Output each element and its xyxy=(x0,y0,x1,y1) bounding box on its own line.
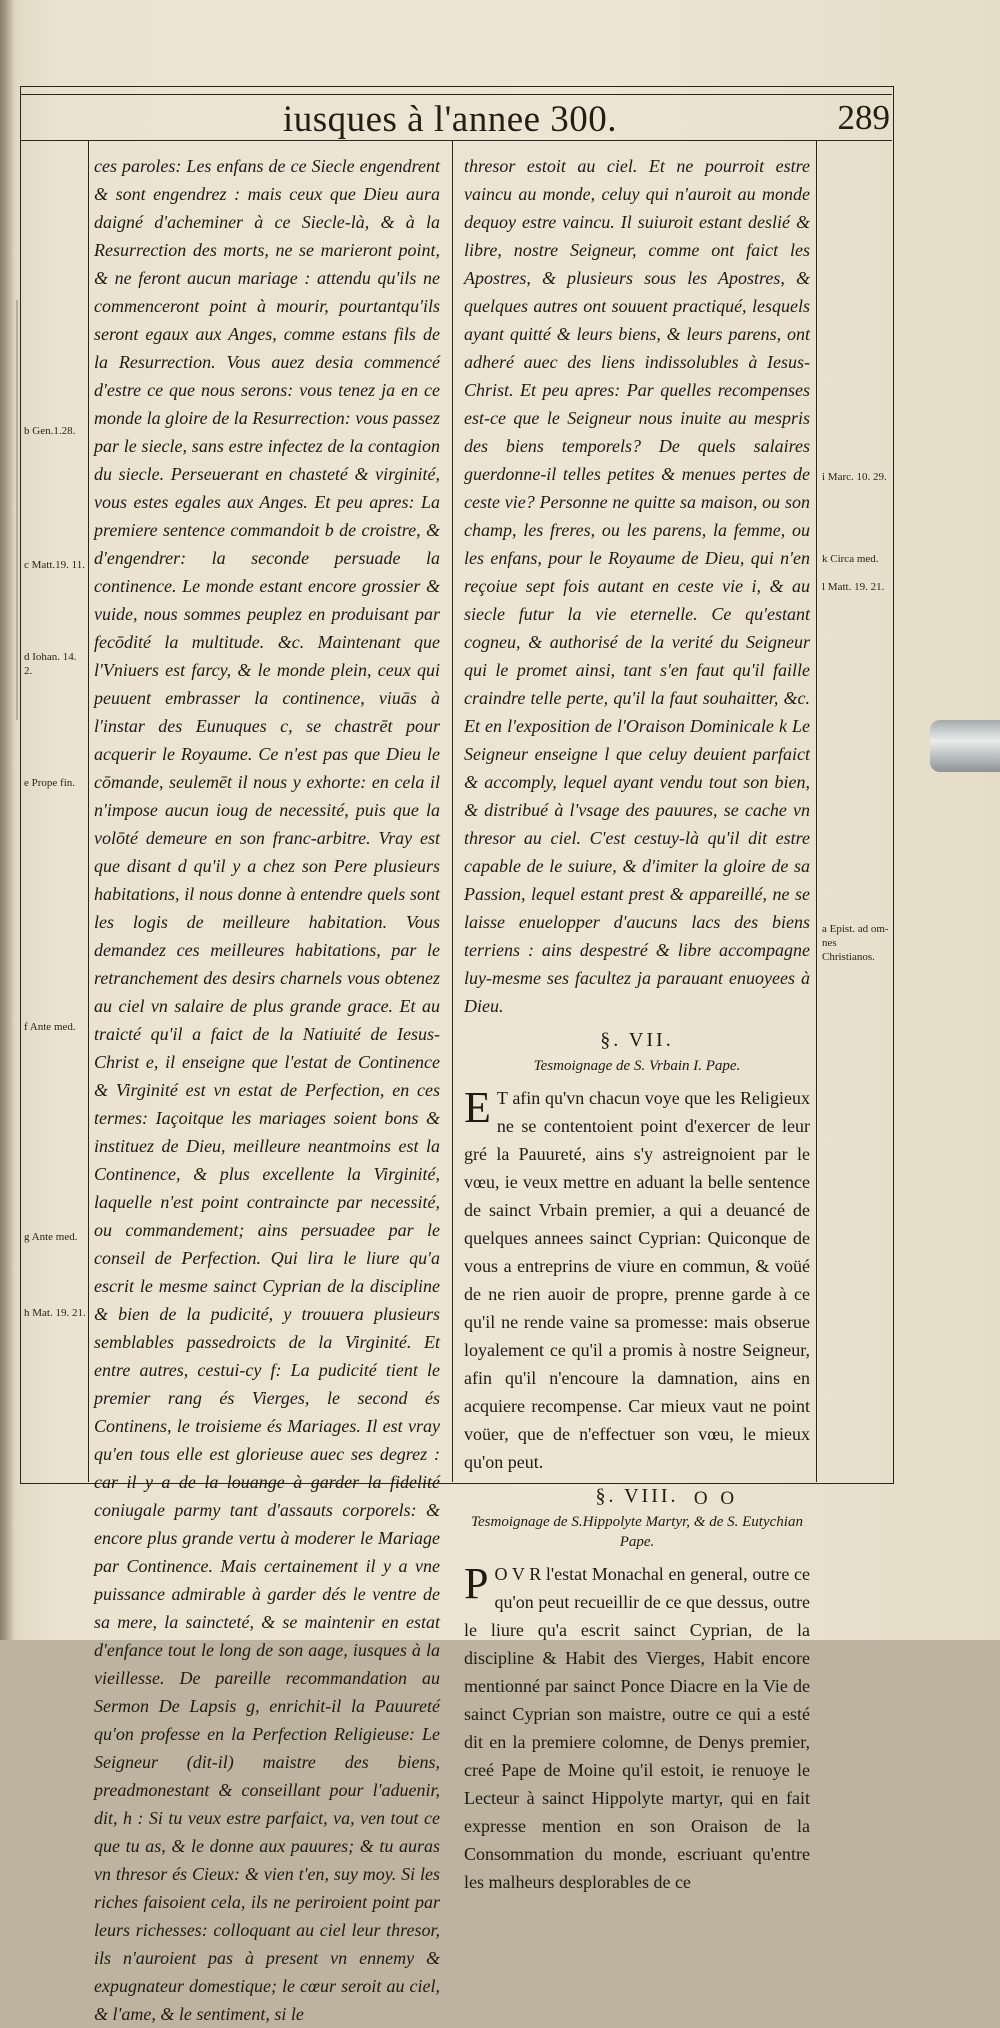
section-7-paragraph xyxy=(464,1084,810,1476)
running-head: iusques à l'annee 300. xyxy=(282,99,618,140)
margin-stain xyxy=(16,300,18,720)
margin-note-ante-med-f: f Ante med. xyxy=(24,1021,76,1033)
center-column-rule xyxy=(452,141,453,1482)
section-7-title: §. VII. xyxy=(600,1029,674,1051)
margin-note-epist: a Epist. ad om- nes Christianos. xyxy=(822,923,889,963)
margin-note-gen: b Gen.1.28. xyxy=(24,425,76,437)
dropcap-e: E xyxy=(464,1083,491,1132)
page-number: 289 xyxy=(837,98,890,137)
margin-note-iohan: d Iohan. 14. 2. xyxy=(24,651,77,677)
right-text-column xyxy=(464,152,810,1896)
section-8-title: §. VIII. xyxy=(595,1485,679,1507)
left-column-text: ces paroles: Les enfans de ce Siecle engendrent & sont engendrez : mais ceux que Dieu aura daigné d'acheminer à ce Siecle-là, & à la Resurrection des morts, ne se marieront point, & ne feront aucun mariage : attendu qu'ils ne commenceront point à mourir, pourtantqu'ils seront egaux aux Anges, comme estans fils de la Resurrection. Vous auez desia commencé d'estre ce que nous serons: vous tenez ja en ce monde la gloire de la Resurrection: vous passez par le siecle, sans estre infectez de la contagion du siecle. Perseuerant en chasteté & virginité, vous estes egales aux Anges. Et peu apres: La premiere sentence commandoit b de croistre, & d'engendrer: la seconde persuade la continence. Le monde estant encore grossier & vuide, nous sommes peuplez en produisant par fecōdité la multitude. &c. Maintenant que l'Vniuers est farcy, & le monde plein, ceux qui peuuent embrasser la continence, viuās à l'instar des Eunuques c, se chastrēt pour acquerir le Royaume. Ce n'est pas que Dieu le cōmande, seulemēt il nous y exhorte: en cela il n'impose aucun ioug de necessité, puis que la volōté demeure en son franc-arbitre. Vray est que disant d qu'il y a chez son Pere plusieurs habitations, il nous donne à entendre quels sont les logis de meilleure habitation. Vous demandez ces meilleures habitations, par le retranchement des desirs charnels vous obtenez au ciel vn salaire de plus grande grace. Et au traicté qu'il a faict de la Natiuité de Iesus-Christ e, il enseigne que l'estat de Continence & Virginité est vn estat de Perfection, en ces termes: Iaçoitque les mariages soient bons & instituez de Dieu, meilleure neantmoins est la Continence, & plus excellente la Virginité, laquelle n'est point contraincte par necessité, ou commandement; ains persuadee par le conseil de Perfection. Qui lira le liure qu'a escrit le mesme sainct Cyprian de la discipline & bien de la pudicité, y trouuera plusieurs semblables passedroicts de la Virginité. Et entre autres, cestui-cy f: La pudicité tient le premier rang és Vierges, le second és Continens, le troisieme és Mariages. Il est vray qu'en tous elle est glorieuse auec ses degrez : car il y a de la louange à garder la fidelité coniugale parmy tant d'assauts corporels: & encore plus grande vertu à moderer le Mariage par Continence. Mais certainement il y a vne puissance admirable à garder dés le ventre de sa mere, la saincteté, & se maintenir en estat d'enfance tout le long de son aage, iusques à la vieillesse. De pareille recommandation au Sermon De Lapsis g, enrichit-il la Pauureté qu'on professe en la Perfection Religieuse: Le Seigneur (dit-il) maistre des biens, preadmonestant & conseillant pour l'aduenir, dit, h : Si tu veux estre parfaict, va, ven tout ce que tu as, & le donne aux pauures; & tu auras vn thresor és Cieux: & vien t'en, suy moy. Si les riches faisoient cela, ils ne periroient point par leurs richesses: colloquant au ciel leur thresor, ils n'auroient pas à present vn ennemy & expugnateur domestique; le cœur seroit au ciel, & l'ame, & le sentiment, si le xyxy=(94,156,440,2024)
margin-note-prope-fin: e Prope fin. xyxy=(24,777,76,789)
left-text-column xyxy=(94,152,440,2028)
margin-note-matt19: c Matt.19. 11. xyxy=(24,559,85,571)
dropcap-p: P xyxy=(464,1559,489,1608)
margin-note-circa-med: k Circa med. xyxy=(822,553,879,565)
section-8-subtitle: Tesmoignage de S.Hippolyte Martyr, & de S. Eutychian Pape. xyxy=(471,1514,803,1550)
header-rule-top xyxy=(20,94,892,95)
signature-mark: O O xyxy=(693,1488,739,1509)
left-margin-rule xyxy=(88,141,89,1482)
margin-note-marc10: i Marc. 10. 29. xyxy=(822,471,887,483)
section-7-subtitle: Tesmoignage de S. Vrbain I. Pape. xyxy=(533,1058,741,1074)
margin-note-mat19: h Mat. 19. 21. xyxy=(24,1307,86,1319)
section-8-text: O V R l'estat Monachal en general, outre ce qu'on peut recueillir de ce que dessus, outre le liure qu'a escrit sainct Cyprian, de la discipline & Habit des Vierges, Habit encore mentionné par sainct Ponce Diacre en la Vie de sainct Cyprian son maistre, outre ce qui a esté dit en la premiere colomne, de Denys premier, creé Pape de Moine qu'il estoit, ie renuoye le Lecteur à sainct Hippolyte martyr, qui en fait expresse mention en son Oraison de la Consommation du monde, escriuant qu'entre les malheurs desplorables de ce xyxy=(464,1564,810,1892)
margin-note-ante-med-g: g Ante med. xyxy=(24,1231,78,1243)
binding-shadow xyxy=(0,0,14,1640)
right-para-1: thresor estoit au ciel. Et ne pourroit estre vaincu au monde, celuy qui n'auroit au monde dequoy estre vaincu. Il suiuroit estant deslié & libre, nostre Seigneur, comme ont faict les Apostres, & plusieurs sous les Apostres, & quelques autres ont souuent practiqué, lesquels ayant quitté & leurs biens, & leurs parens, ont adheré auec des liens indissolubles à Iesus-Christ. Et peu apres: Par quelles recompenses est-ce que le Seigneur nous inuite au mespris des biens temporels? De quels salaires guerdonne-il telles petites & menues pertes de ceste vie? Personne ne quitte sa maison, ou son champ, les freres, ou les parens, la femme, ou les enfans, pour le Royaume de Dieu, qui n'en reçoiue sept fois autant en ceste vie i, & au siecle futur la vie eternelle. Ce qu'estant cogneu, & authorisé de la verité du Seigneur qui le promet ainsi, tant s'en faut qu'il faille craindre telle perte, qu'il la faut souhaitter, &c. Et en l'exposition de l'Oraison Dominicale k Le Seigneur enseigne l que celuy deuient parfaict & accomply, lequel ayant vendu tout son bien, & distribué à l'vsage des pauures, se cache vn thresor au ciel. C'est cestuy-là qu'il dit estre capable de le suiure, & d'imiter la gloire de sa Passion, lequel estant prest & appareillé, ne se laisse enuelopper d'aucuns lacs des biens terriens : ains despestré & libre accompagne luy-mesme ses facultez ja parauant enuoyees à Dieu. xyxy=(464,156,810,1016)
right-margin-rule xyxy=(816,141,817,1482)
margin-note-matt19-21: l Matt. 19. 21. xyxy=(822,581,885,593)
page-clip xyxy=(930,720,1000,772)
section-8-paragraph xyxy=(464,1560,810,1896)
section-7-text: T afin qu'vn chacun voye que les Religieux ne se contentoient point d'exercer de leur gré la Pauureté, ains s'y astreignoient par le vœu, ie veux mettre en aduant la belle sentence de sainct Vrbain premier, a qui a deuancé de quelques annees sainct Cyprian: Quiconque de vous a entreprins de viure en commun, & voüé de ne rien auoir de propre, prenne garde à ce qu'il ne rende vaine sa promesse: mais obserue loyalement ce qu'il a promis à nostre Seigneur, afin qu'il n'encoure la damnation, ains en acquiere recompense. Car mieux vaut ne point voüer, que de n'effectuer son vœu, le mieux qu'on peut. xyxy=(464,1088,810,1472)
